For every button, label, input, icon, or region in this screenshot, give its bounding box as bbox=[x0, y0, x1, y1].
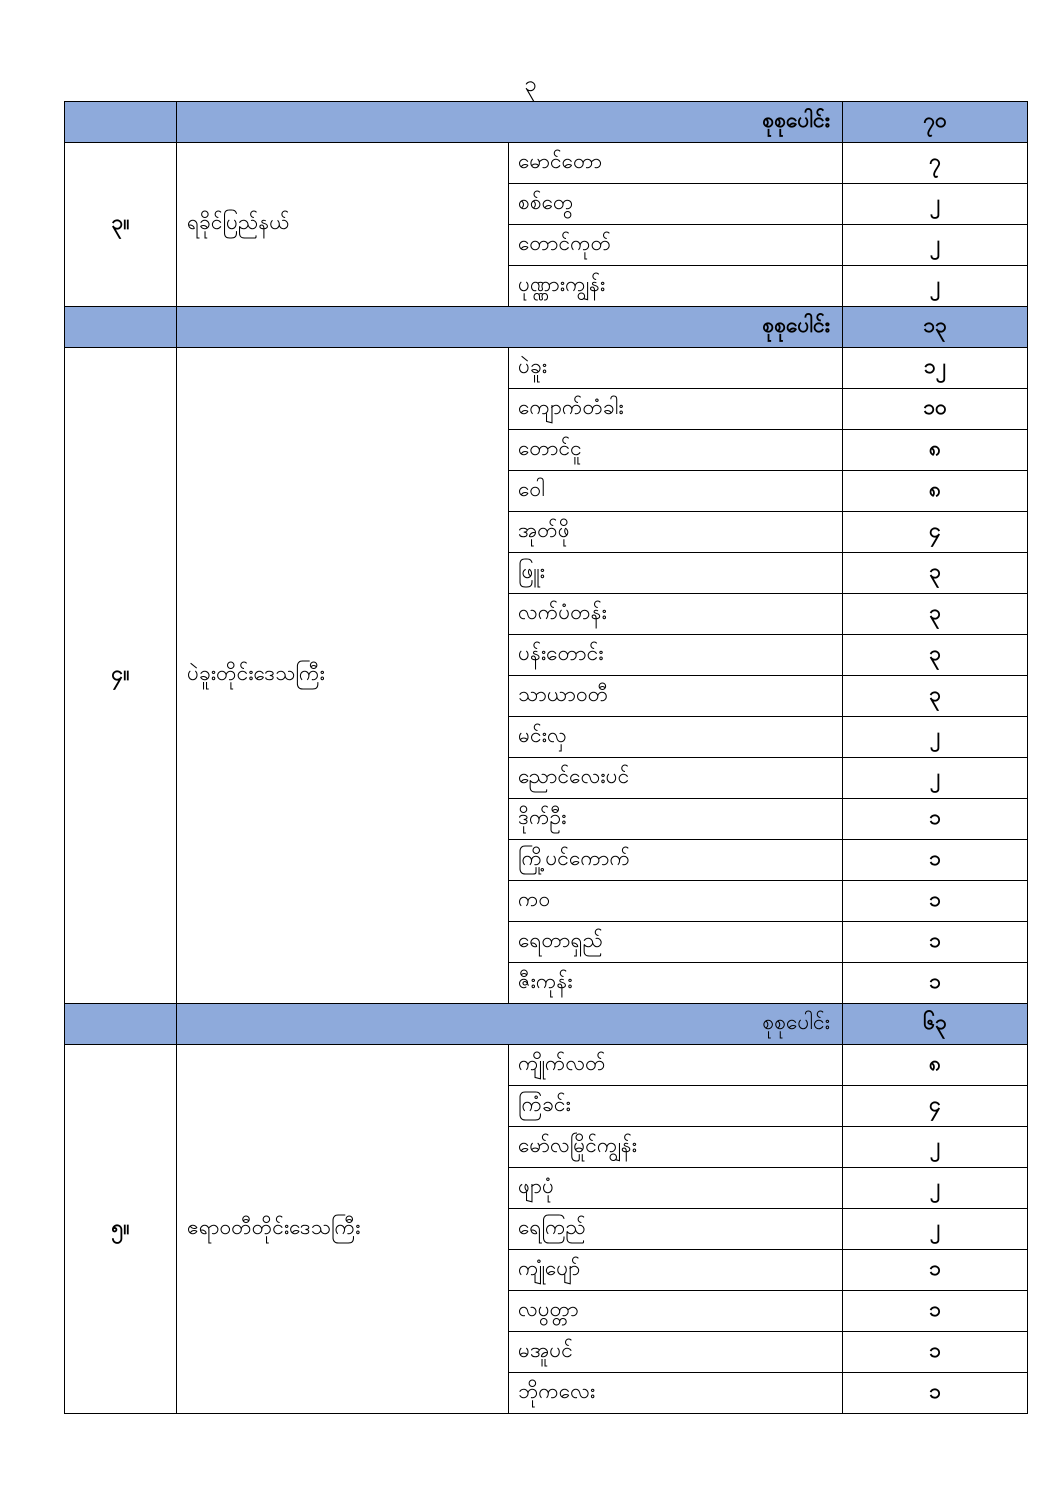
total-row bbox=[65, 1004, 1028, 1045]
township-name: ကျုံပျော် bbox=[509, 1250, 843, 1291]
total-row-blank bbox=[65, 1004, 177, 1045]
region-index: ၅။ bbox=[65, 1045, 177, 1414]
township-name: ဘိုကလေး bbox=[509, 1373, 843, 1414]
township-name: ဖြူး bbox=[509, 553, 843, 594]
township-count: ၁၀ bbox=[843, 389, 1028, 430]
township-count: ၂ bbox=[843, 758, 1028, 799]
township-count-table bbox=[64, 101, 1028, 1414]
region-index: ၃။ bbox=[65, 143, 177, 307]
township-name: တောင်ကုတ် bbox=[509, 225, 843, 266]
township-name: လပွတ္တာ bbox=[509, 1291, 843, 1332]
township-name: ဖျာပုံ bbox=[509, 1168, 843, 1209]
total-row-blank bbox=[65, 307, 177, 348]
township-name: ကြို့ပင်ကောက် bbox=[509, 840, 843, 881]
township-count: ၁ bbox=[843, 799, 1028, 840]
page-number: ၃ bbox=[524, 72, 537, 97]
total-value: ၁၃ bbox=[843, 307, 1028, 348]
township-count: ၈ bbox=[843, 471, 1028, 512]
township-count: ၁ bbox=[843, 963, 1028, 1004]
township-count: ၂ bbox=[843, 1127, 1028, 1168]
township-count: ၁ bbox=[843, 1291, 1028, 1332]
township-name: မောင်တော bbox=[509, 143, 843, 184]
township-name: အုတ်ဖို bbox=[509, 512, 843, 553]
township-name: ကျိုက်လတ် bbox=[509, 1045, 843, 1086]
township-count: ၄ bbox=[843, 512, 1028, 553]
table-row bbox=[65, 143, 1028, 184]
township-count: ၇ bbox=[843, 143, 1028, 184]
township-count: ၂ bbox=[843, 1209, 1028, 1250]
township-count: ၃ bbox=[843, 635, 1028, 676]
township-name: ရေတာရှည် bbox=[509, 922, 843, 963]
total-row bbox=[65, 307, 1028, 348]
total-label: စုစုပေါင်း bbox=[177, 102, 843, 143]
township-count: ၈ bbox=[843, 430, 1028, 471]
township-count: ၂ bbox=[843, 717, 1028, 758]
township-name: မင်းလှ bbox=[509, 717, 843, 758]
township-name: ရေကြည် bbox=[509, 1209, 843, 1250]
total-value: ၆၃ bbox=[843, 1004, 1028, 1045]
township-count: ၁ bbox=[843, 840, 1028, 881]
township-count: ၂ bbox=[843, 1168, 1028, 1209]
township-name: ဝေါ bbox=[509, 471, 843, 512]
township-count: ၃ bbox=[843, 553, 1028, 594]
table-row bbox=[65, 1045, 1028, 1086]
township-count: ၁၂ bbox=[843, 348, 1028, 389]
region-name: ဧရာဝတီတိုင်းဒေသကြီး bbox=[177, 1045, 509, 1414]
township-name: စစ်တွေ bbox=[509, 184, 843, 225]
total-row-blank bbox=[65, 102, 177, 143]
township-name: ပန်းတောင်း bbox=[509, 635, 843, 676]
township-count: ၁ bbox=[843, 1373, 1028, 1414]
township-name: ကြံခင်း bbox=[509, 1086, 843, 1127]
township-name: ကျောက်တံခါး bbox=[509, 389, 843, 430]
township-count: ၁ bbox=[843, 881, 1028, 922]
township-count: ၃ bbox=[843, 594, 1028, 635]
township-count: ၄ bbox=[843, 1086, 1028, 1127]
township-count: ၁ bbox=[843, 1250, 1028, 1291]
total-label: စုစုပေါင်း bbox=[177, 307, 843, 348]
region-index: ၄။ bbox=[65, 348, 177, 1004]
township-name: ပဲခူး bbox=[509, 348, 843, 389]
township-count: ၁ bbox=[843, 922, 1028, 963]
township-name: ပုဏ္ဏားကျွန်း bbox=[509, 266, 843, 307]
township-name: မော်လမြိုင်ကျွန်း bbox=[509, 1127, 843, 1168]
total-row bbox=[65, 102, 1028, 143]
township-count: ၂ bbox=[843, 266, 1028, 307]
township-name: ဒိုက်ဦး bbox=[509, 799, 843, 840]
region-name: ရခိုင်ပြည်နယ် bbox=[177, 143, 509, 307]
township-name: လက်ပံတန်း bbox=[509, 594, 843, 635]
township-name: သာယာဝတီ bbox=[509, 676, 843, 717]
township-count: ၂ bbox=[843, 184, 1028, 225]
township-count: ၈ bbox=[843, 1045, 1028, 1086]
township-name: ညောင်လေးပင် bbox=[509, 758, 843, 799]
total-value: ၇၀ bbox=[843, 102, 1028, 143]
township-name: ဇီးကုန်း bbox=[509, 963, 843, 1004]
township-name: တောင်ငူ bbox=[509, 430, 843, 471]
township-count: ၃ bbox=[843, 676, 1028, 717]
region-name: ပဲခူးတိုင်းဒေသကြီး bbox=[177, 348, 509, 1004]
township-count: ၁ bbox=[843, 1332, 1028, 1373]
township-count: ၂ bbox=[843, 225, 1028, 266]
total-label: စုစုပေါင်း bbox=[177, 1004, 843, 1045]
township-name: မအူပင် bbox=[509, 1332, 843, 1373]
table-row bbox=[65, 348, 1028, 389]
township-name: ကဝ bbox=[509, 881, 843, 922]
